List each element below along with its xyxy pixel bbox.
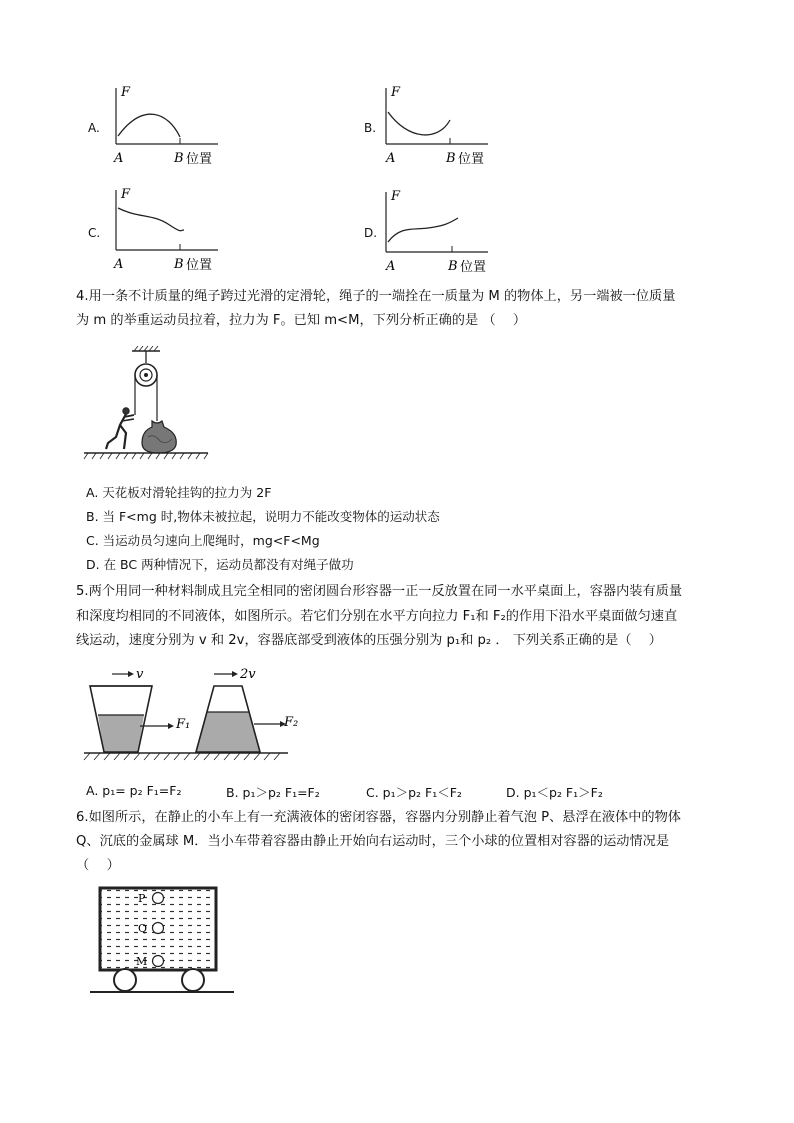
- graph-a-a-label: A: [114, 151, 124, 166]
- q4-option-b[interactable]: B. 当 F<mg 时,物体未被拉起，说明力不能改变物体的运动状态: [86, 509, 440, 524]
- graph-d-curve: [388, 218, 458, 242]
- graph-b-b-label: B: [446, 151, 456, 166]
- graph-b-f-label: F: [391, 85, 401, 100]
- graph-a-f-label: F: [121, 85, 131, 100]
- graph-d-a-label: A: [386, 259, 396, 274]
- label-m: M: [136, 955, 148, 968]
- force-2-label: F₂: [284, 715, 299, 730]
- graph-c-f-label: F: [121, 187, 131, 202]
- q5-stem-line1: 5.两个用同一种材料制成且完全相同的密闭圆台形容器一正一反放置在同一水平桌面上，容器内装有质量: [76, 584, 683, 599]
- q6-stem-line1: 6.如图所示，在静止的小车上有一充满液体的密闭容器，容器内分别静止着气泡 P、悬浮在液体中的物体: [76, 810, 681, 825]
- graph-d-position-label: 位置: [460, 260, 487, 275]
- graph-d-b-label: B: [448, 259, 458, 274]
- container-1-liquid: [98, 715, 144, 752]
- q5-stem-line2: 和深度均相同的不同液体，如图所示。若它们分别在水平方向拉力 F₁和 F₂的作用下沿水平桌面做匀速直: [76, 609, 678, 624]
- cart-figure: [88, 880, 238, 1000]
- graph-b: [378, 82, 498, 172]
- q4-option-d[interactable]: D. 在 BC 两种情况下，运动员都没有对绳子做功: [86, 557, 354, 572]
- graph-a: [108, 82, 228, 172]
- graph-a-curve: [118, 114, 180, 137]
- label-p: P: [138, 892, 146, 905]
- q5-option-d[interactable]: D. p₁＜p₂ F₁＞F₂: [506, 785, 603, 800]
- graph-a-position-label: 位置: [186, 152, 213, 167]
- option-b-letter: B.: [364, 121, 377, 135]
- wheel-left: [114, 969, 136, 991]
- graph-c-position-label: 位置: [186, 258, 213, 273]
- q4-option-c[interactable]: C. 当运动员匀速向上爬绳时，mg<F<Mg: [86, 533, 320, 548]
- option-a-letter: A.: [88, 121, 100, 135]
- option-d-letter: D.: [364, 226, 378, 240]
- graph-b-curve: [388, 112, 450, 135]
- q5-option-a[interactable]: A. p₁= p₂ F₁=F₂: [86, 783, 182, 798]
- graph-d-f-label: F: [391, 189, 401, 204]
- weight-sack: [142, 421, 176, 453]
- q4-option-a[interactable]: A. 天花板对滑轮挂钩的拉力为 2F: [86, 485, 272, 500]
- graph-b-position-label: 位置: [458, 152, 485, 167]
- q5-option-b[interactable]: B. p₁＞p₂ F₁=F₂: [226, 785, 320, 800]
- q5-option-c[interactable]: C. p₁＞p₂ F₁＜F₂: [366, 785, 462, 800]
- q6-stem-line3: （ ）: [76, 858, 120, 873]
- graph-c-curve: [118, 208, 184, 231]
- bubble-p: [153, 893, 164, 904]
- force-1-label: F₁: [176, 717, 191, 732]
- graph-d: [378, 186, 498, 278]
- velocity-1-label: v: [136, 667, 144, 682]
- graph-c-b-label: B: [174, 257, 184, 272]
- label-q: Q: [138, 922, 148, 935]
- metal-ball-m: [153, 956, 164, 967]
- wheel-right: [182, 969, 204, 991]
- q4-stem-line2: 为 m 的举重运动员拉着，拉力为 F。已知 m<M，下列分析正确的是 （ ）: [76, 313, 527, 328]
- containers-figure: [82, 664, 322, 764]
- velocity-2-label: 2v: [240, 667, 256, 682]
- option-c-letter: C.: [88, 226, 101, 240]
- object-q: [153, 923, 164, 934]
- graph-c: [108, 184, 228, 276]
- q6-stem-line2: Q、沉底的金属球 M．当小车带着容器由静止开始向右运动时，三个小球的位置相对容器的运动情况是: [76, 834, 670, 849]
- pulley-figure: [82, 345, 212, 463]
- q4-stem-line1: 4.用一条不计质量的绳子跨过光滑的定滑轮，绳子的一端拴在一质量为 M 的物体上，另一端被一位质量: [76, 289, 676, 304]
- q5-stem-line3: 线运动，速度分别为 v 和 2v，容器底部受到液体的压强分别为 p₁和 p₂ ． 下列关系正确的是（ ）: [76, 633, 662, 648]
- weightlifter-figure: [106, 408, 134, 449]
- graph-b-a-label: A: [386, 151, 396, 166]
- graph-c-a-label: A: [114, 257, 124, 272]
- graph-a-b-label: B: [174, 151, 184, 166]
